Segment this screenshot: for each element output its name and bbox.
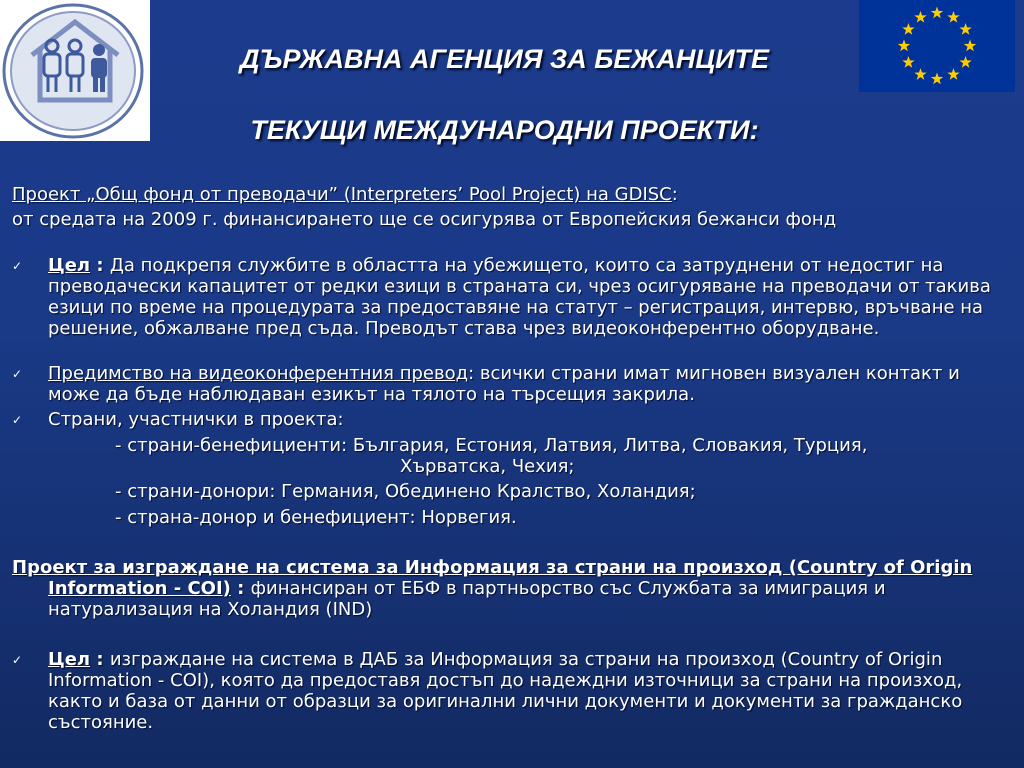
check-icon: ✓: [12, 259, 23, 273]
eu-flag-icon: [859, 0, 1015, 92]
project1-advantage: [48, 363, 1008, 405]
project1-funding: от средата на 2009 г. финансирането ще се осигурява от Европейския бежанси фонд: [12, 209, 837, 230]
project1-heading-colon: :: [671, 184, 678, 205]
donor-beneficiary: - страна-донор и бенефициент: Норвегия.: [115, 507, 517, 528]
project2-heading-block: [12, 557, 1002, 620]
project2-goal-label: Цел: [48, 649, 91, 670]
project1-participants-label: Страни, участнички в проекта:: [48, 409, 344, 430]
agency-logo-icon: [0, 0, 150, 141]
project2-goal-sep: :: [90, 649, 110, 670]
project1-goal-text: Да подкрепя службите в областта на убежището, които са затруднени от недостиг на преводачески капацитет от редки езици в страната си, чрез осигуряване на преводачи от такива езици по време на процедурата за предоставяне на статут – регистрация, интервю, връчване на решение, обжалване пред съда. Преводът става чрез видеоконферентно оборудване.: [48, 255, 991, 339]
project2-goal-text: изграждане на система в ДАБ за Информация за страни на произход (Country of Origin Information - COI), която да предоставя достъп до надеждни източници за страни на произход, както и база от данни от образци за оригинални лични документи и документи за гражданско състояние.: [48, 649, 963, 733]
project2-heading: Проект за изграждане на система за Информация за страни на произход (Country of Origin Information - COI): [12, 557, 973, 599]
page-title: ДЪРЖАВНА АГЕНЦИЯ ЗА БЕЖАНЦИТЕ: [239, 44, 770, 74]
project1-heading: Проект „Общ фонд от преводачи” (Interpreters’ Pool Project) на GDISC: [12, 184, 672, 205]
project2-goal: [48, 649, 1008, 733]
project1-goal-sep: :: [90, 255, 110, 276]
beneficiaries-line2: Хърватска, Чехия;: [400, 456, 575, 477]
agency-logo: [0, 0, 150, 141]
check-icon: ✓: [12, 653, 23, 667]
project1-advantage-text: : всички страни имат мигновен визуален контакт и може да бъде наблюдаван езикът на тялото на търсещия закрила.: [48, 363, 960, 405]
check-icon: ✓: [12, 413, 23, 427]
beneficiaries-line1: - страни-бенефициенти: България, Естония, Латвия, Литва, Словакия, Турция,: [115, 435, 868, 456]
project1-heading-line: [12, 184, 1002, 205]
project1-goal: [48, 255, 1008, 339]
donor-countries: - страни-донори: Германия, Обединено Кралство, Холандия;: [115, 481, 696, 502]
project2-funding: финансиран от ЕБФ в партньорство със Службата за имиграция и натурализация на Холандия (IND): [48, 578, 886, 620]
check-icon: ✓: [12, 367, 23, 381]
project2-heading-sep: :: [230, 578, 251, 599]
project1-advantage-label: Предимство на видеоконферентния превод: [48, 363, 469, 384]
page-subtitle: ТЕКУЩИ МЕЖДУНАРОДНИ ПРОЕКТИ:: [250, 115, 759, 145]
project1-goal-label: Цел: [48, 255, 91, 276]
